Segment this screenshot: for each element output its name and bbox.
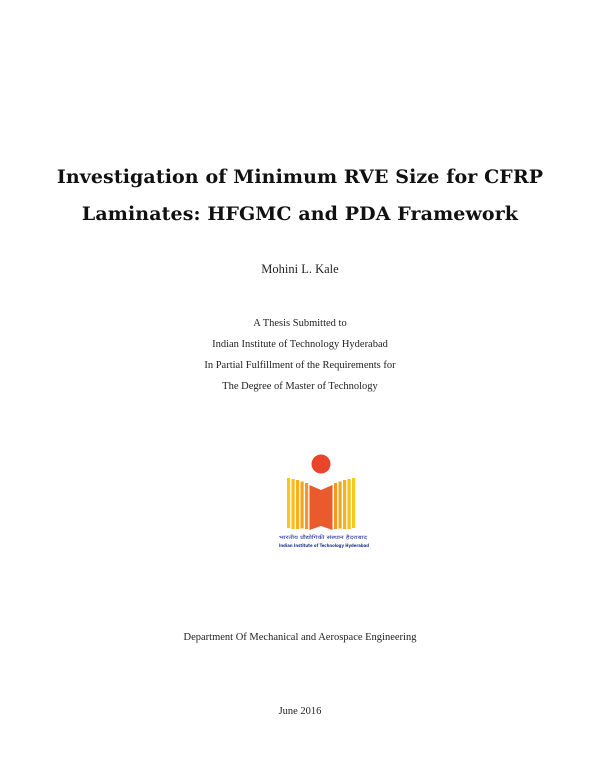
logo-right-bars bbox=[334, 478, 355, 529]
thesis-title-line-2: Laminates: HFGMC and PDA Framework bbox=[81, 203, 519, 225]
submission-date: June 2016 bbox=[278, 706, 322, 717]
logo-circle bbox=[312, 455, 331, 474]
submission-line-1: A Thesis Submitted to bbox=[253, 318, 347, 329]
iith-logo bbox=[279, 452, 387, 552]
submission-line-2: Indian Institute of Technology Hyderabad bbox=[212, 339, 388, 350]
author-name: Mohini L. Kale bbox=[261, 262, 339, 276]
logo-hindi-text: भारतीय प्रौद्योगिकी संस्थान हैदराबाद bbox=[279, 535, 344, 541]
submission-line-3: In Partial Fulfillment of the Requirements for bbox=[204, 360, 396, 371]
thesis-title-line-1: Investigation of Minimum RVE Size for CFRP bbox=[56, 166, 544, 188]
department-name: Department Of Mechanical and Aerospace Engineering bbox=[183, 632, 417, 643]
submission-statement bbox=[0, 317, 600, 401]
logo-english-text: Indian Institute of Technology Hyderabad bbox=[279, 544, 387, 549]
submission-line-4: The Degree of Master of Technology bbox=[222, 381, 378, 392]
logo-left-bars bbox=[287, 478, 308, 529]
logo-center-block bbox=[310, 485, 333, 530]
